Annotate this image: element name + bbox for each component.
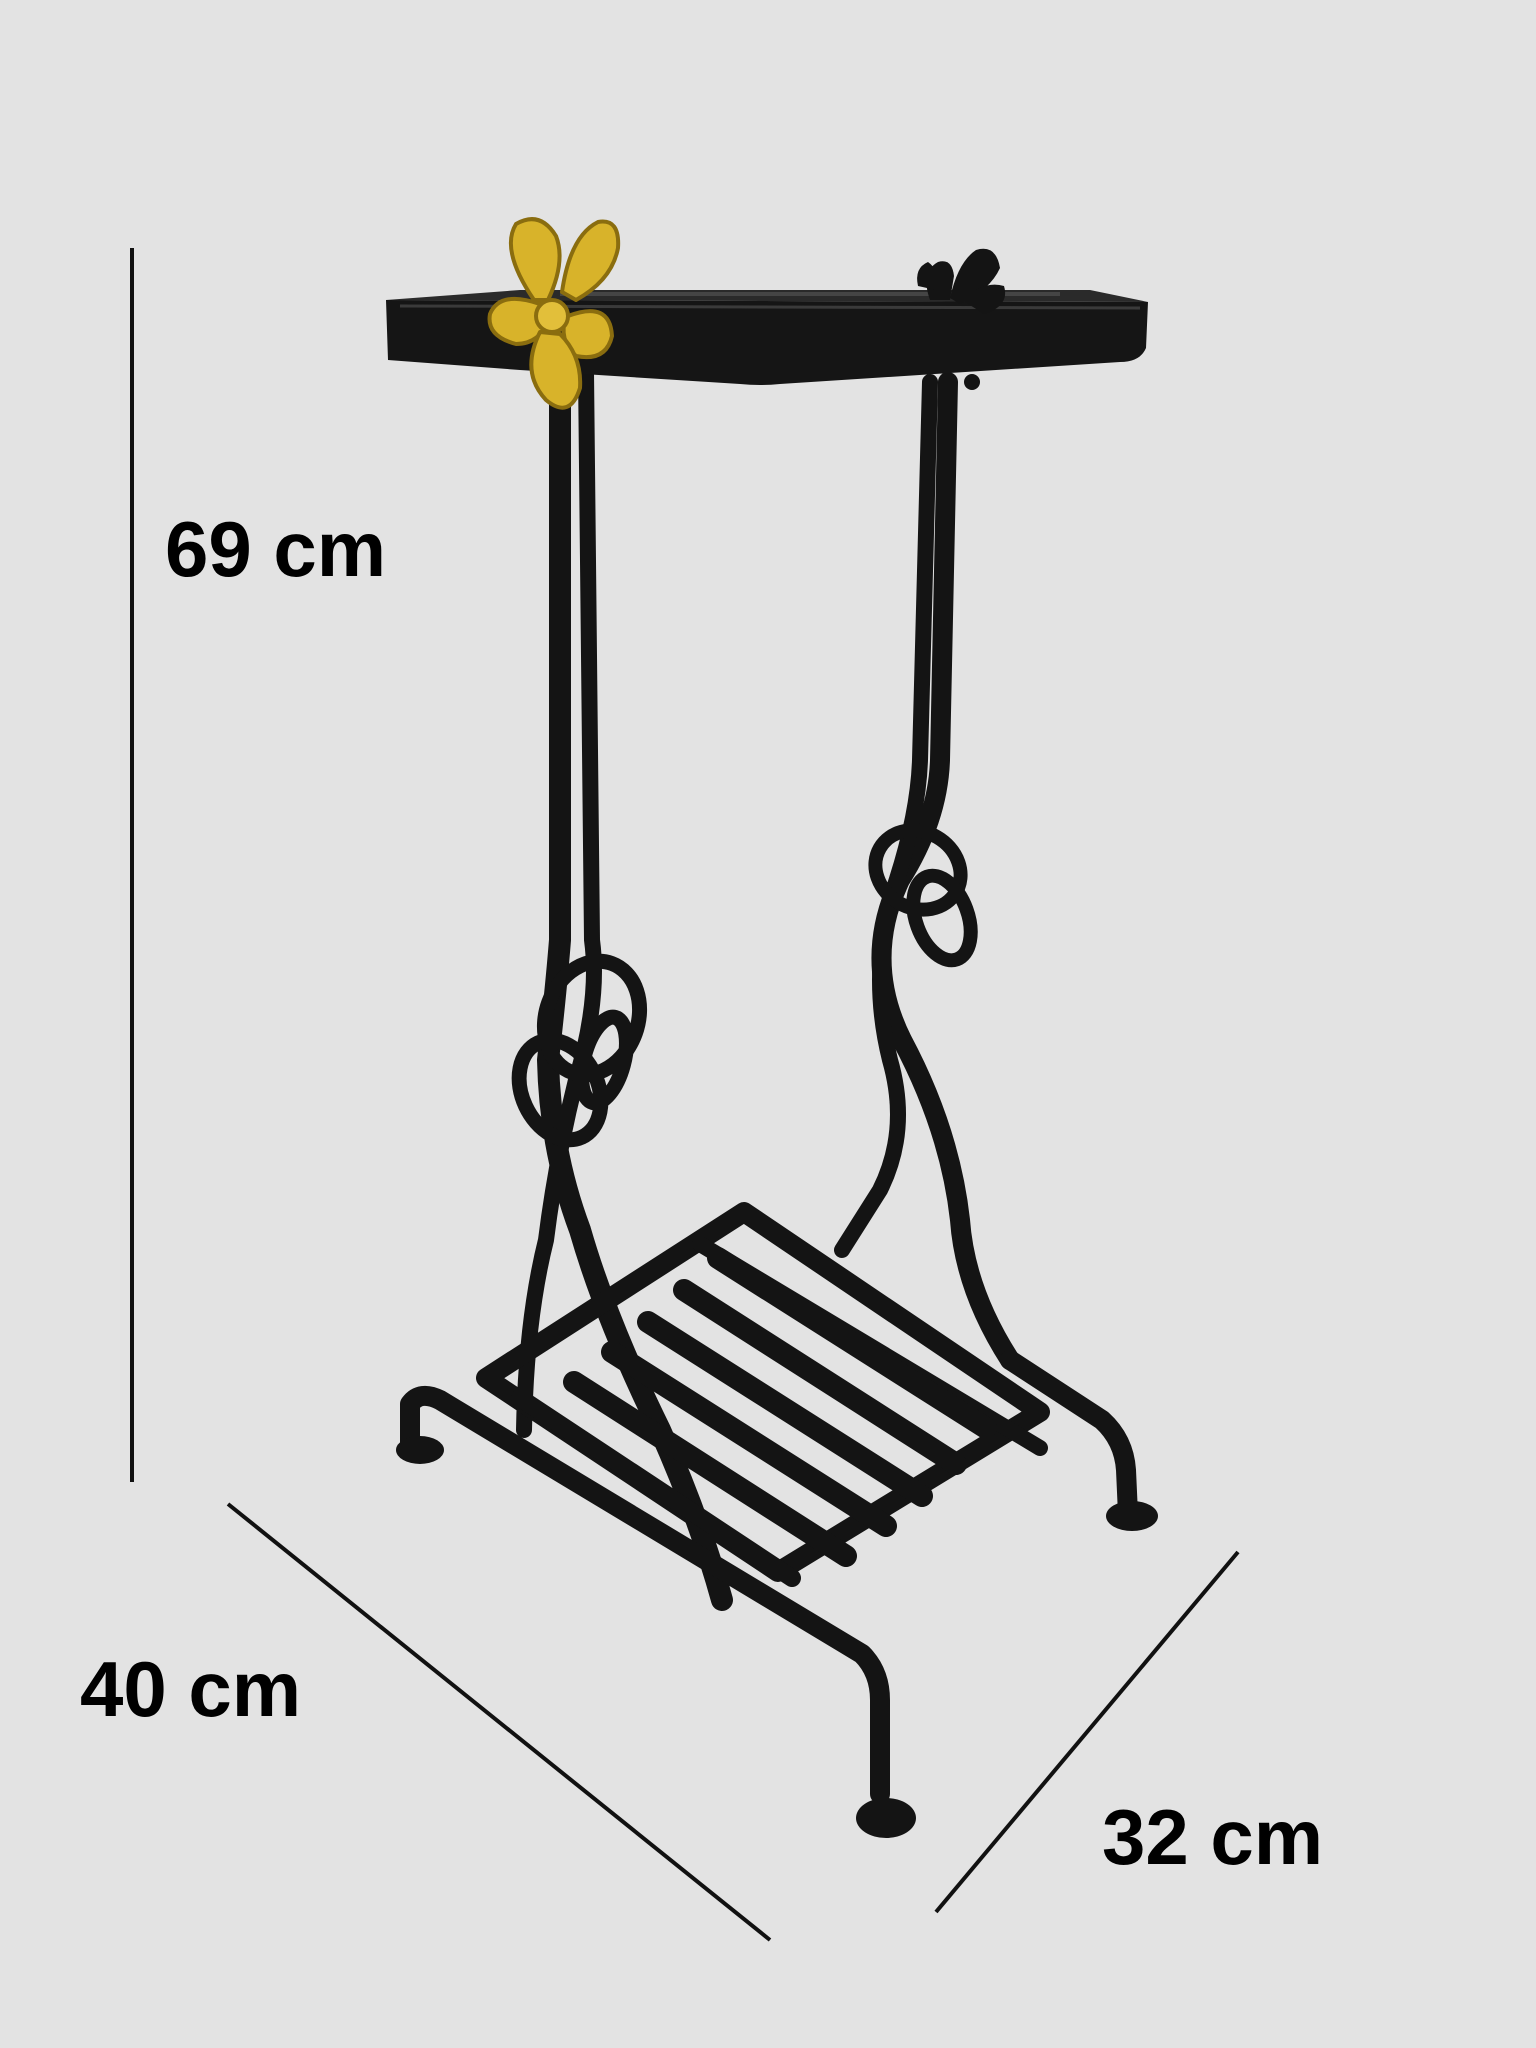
feet bbox=[396, 374, 1158, 1838]
yellow-flower-ornament bbox=[490, 219, 619, 408]
depth-label: 40 cm bbox=[80, 1645, 302, 1733]
depth-dimension-line bbox=[228, 1504, 770, 1940]
height-label: 69 cm bbox=[165, 505, 387, 593]
plant-stand bbox=[410, 372, 1128, 1794]
width-label: 32 cm bbox=[1102, 1793, 1324, 1881]
front-knot bbox=[504, 948, 655, 1153]
